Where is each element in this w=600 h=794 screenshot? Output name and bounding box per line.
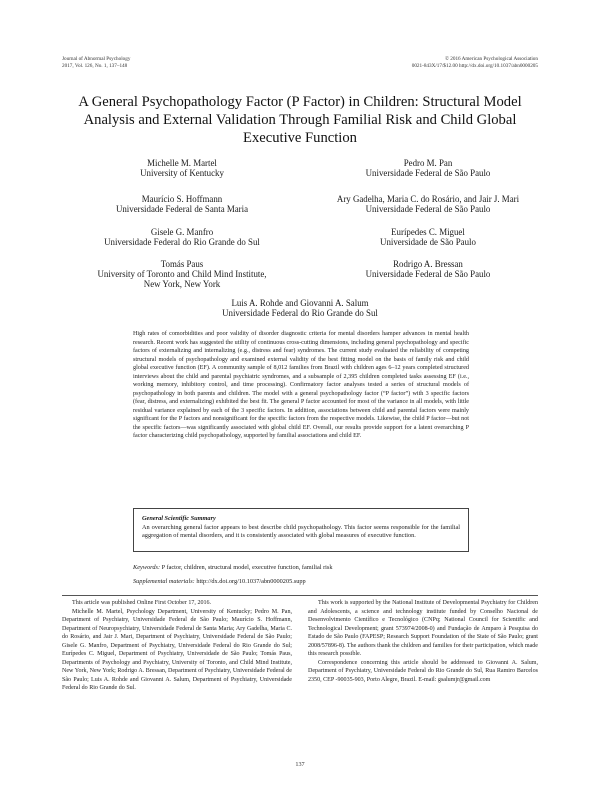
keywords-label: Keywords: [133, 564, 161, 571]
keywords [133, 564, 469, 572]
author-block [62, 194, 302, 214]
author-affiliation: Universidade Federal de São Paulo [365, 204, 491, 215]
author-affiliation: Universidade Federal de Santa Maria [115, 204, 249, 215]
footnote-paragraph: Correspondence concerning this article should be addressed to Giovanni A. Salum, Department of Psychiatry, Universidade Federal do Rio Grande do Sul, Rua Ramiro Barcelos 2350, CEP -90035-903, Porto Alegre, Brazil. E-mail: gsalumjr@gmail.com [308, 659, 538, 683]
supplemental-materials [133, 578, 469, 586]
author-name: Luis A. Rohde and Giovanni A. Salum [231, 298, 369, 308]
author-name: Pedro M. Pan [403, 158, 453, 168]
author-name: Michelle M. Martel [147, 158, 217, 168]
journal-volume: 2017, Vol. 126, No. 1, 137–148 [62, 62, 128, 69]
author-name: Ary Gadelha, Maria C. do Rosário, and Jair J. Mari [336, 194, 520, 204]
author-affiliation: University of Kentucky [140, 168, 224, 179]
author-affiliation: Universidade Federal do Rio Grande do Sul [222, 308, 378, 319]
page-number: 137 [295, 761, 305, 768]
author-block [308, 194, 548, 214]
author-block-center [150, 298, 450, 318]
author-name: Maurício S. Hoffmann [141, 194, 223, 204]
author-block [62, 158, 302, 178]
author-affiliation: University of Toronto and Child Mind Institute, [97, 269, 267, 280]
author-affiliation: Universidade Federal de São Paulo [365, 269, 491, 280]
running-header-left [62, 56, 130, 69]
issn-doi: 0021-843X/17/$12.00 http://dx.doi.org/10.1037/abn0000205 [411, 62, 538, 69]
author-affiliation: Universidade de São Paulo [380, 237, 476, 248]
running-header-right [412, 56, 538, 69]
author-block [308, 259, 548, 279]
journal-name: Journal of Abnormal Psychology [62, 56, 131, 62]
abstract: High rates of comorbidities and poor validity of disorder diagnostic criteria for mental disorders hamper advances in mental health research. Recent work has suggested the utility of continuous cross-cutting dimensions, including general psychopathology and specific factors of externalizing and internalizing (e.g., distress and fear) syndromes. The current study evaluated the reliability of competing structural models of psychopathology and examined external validity of the best fitting model on the basis of family risk and child global executive function (EF). A community sample of 8,012 families from Brazil with children ages 6–12 years completed structured interviews about the child and parental psychiatric syndromes, and a subsample of 2,395 children completed tasks assessing EF (i.e., working memory, inhibitory control, and time processing). Confirmatory factor analyses tested a series of structural models of psychopathology in both parents and children. The model with a general psychopathology factor (“P factor”) with 3 specific factors (fear, distress, and externalizing) exhibited the best fit. The general P factor accounted for most of the variance in all models, with little residual variance explained by each of the 3 specific factors. In addition, associations between child and parental factors were mainly significant for the P factors and nonsignificant for the specific factors from the respective models. Likewise, the child P factor—but not the specific factors—was significantly associated with global child EF. Overall, our results provide support for a latent overarching P factor characterizing child psychopathology, supported by familial associations and child EF. [133, 331, 469, 439]
author-name: Tomás Paus [160, 259, 204, 269]
author-name: Rodrigo A. Bressan [393, 259, 463, 269]
author-name: Gisele G. Manfro [150, 227, 214, 237]
author-affiliation: Universidade Federal do Rio Grande do Sul [104, 237, 260, 248]
footnotes-right [308, 599, 538, 684]
author-affiliation: Universidade Federal de São Paulo [365, 168, 491, 179]
author-affiliation-line2: New York, New York [143, 279, 221, 290]
gss-body: An overarching general factor appears to best describe child psychopathology. This factor seems responsible for the familial aggregation of mental disorders, and it is consistently associated with global measures of executive function. [142, 524, 460, 540]
author-block [308, 227, 548, 247]
footnote-paragraph: This work is supported by the National Institute of Developmental Psychiatry for Children and Adolescents, a science and technology institute funded by Conselho Nacional de Desenvolvimento Científico e Tecnológico (CNPq; National Council for Scientific and Technological Development; grant 573974/2008-0) and Fundação de Amparo à Pesquisa do Estado de São Paulo (FAPESP; Research Support Foundation of the State of São Paulo; grant 2008/57896-8). The authors thank the children and families for their participation, which made this research possible. [308, 600, 538, 657]
author-block [62, 227, 302, 247]
supplemental-link[interactable]: http://dx.doi.org/10.1037/abn0000205.supp [196, 578, 306, 585]
footnotes-left [62, 599, 292, 693]
footnote-paragraph: Michelle M. Martel, Psychology Department, University of Kentucky; Pedro M. Pan, Department of Psychiatry, Universidade Federal de São Paulo; Maurício S. Hoffmann, Department of Neuropsychiatry, Universidade Federal de Santa Maria; Ary Gadelha, Maria C. do Rosário, and Jair J. Mari, Department of Psychiatry, Universidade Federal de São Paulo; Gisele G. Manfro, Department of Psychiatry, Universidade Federal do Rio Grande do Sul; Eurípedes C. Miguel, Department of Psychiatry, Universidade de São Paulo; Tomás Paus, Departments of Psychology and Psychiatry, University of Toronto, and Child Mind Institute, New York, New York; Rodrigo A. Bressan, Department of Psychiatry, Universidade Federal de São Paulo; Luis A. Rohde and Giovanni A. Salum, Department of Psychiatry, Universidade Federal do Rio Grande do Sul. [62, 608, 292, 691]
general-scientific-summary-box [133, 508, 469, 552]
author-name: Eurípedes C. Miguel [391, 227, 465, 237]
footnote-paragraph: This article was published Online First October 17, 2016. [72, 600, 212, 606]
author-block [62, 259, 302, 290]
article-title: A General Psychopathology Factor (P Factor) in Children: Structural Model Analysis and External Validation Through Familial Risk and Child Global Executive Function [78, 94, 522, 146]
gss-title: General Scientific Summary [142, 515, 216, 522]
supplemental-label: Supplemental materials: [133, 578, 195, 585]
keywords-text: P factor, children, structural model, executive function, familial risk [161, 564, 333, 571]
author-block [308, 158, 548, 178]
footnote-divider [62, 595, 538, 596]
copyright-notice: © 2016 American Psychological Association [445, 56, 538, 62]
